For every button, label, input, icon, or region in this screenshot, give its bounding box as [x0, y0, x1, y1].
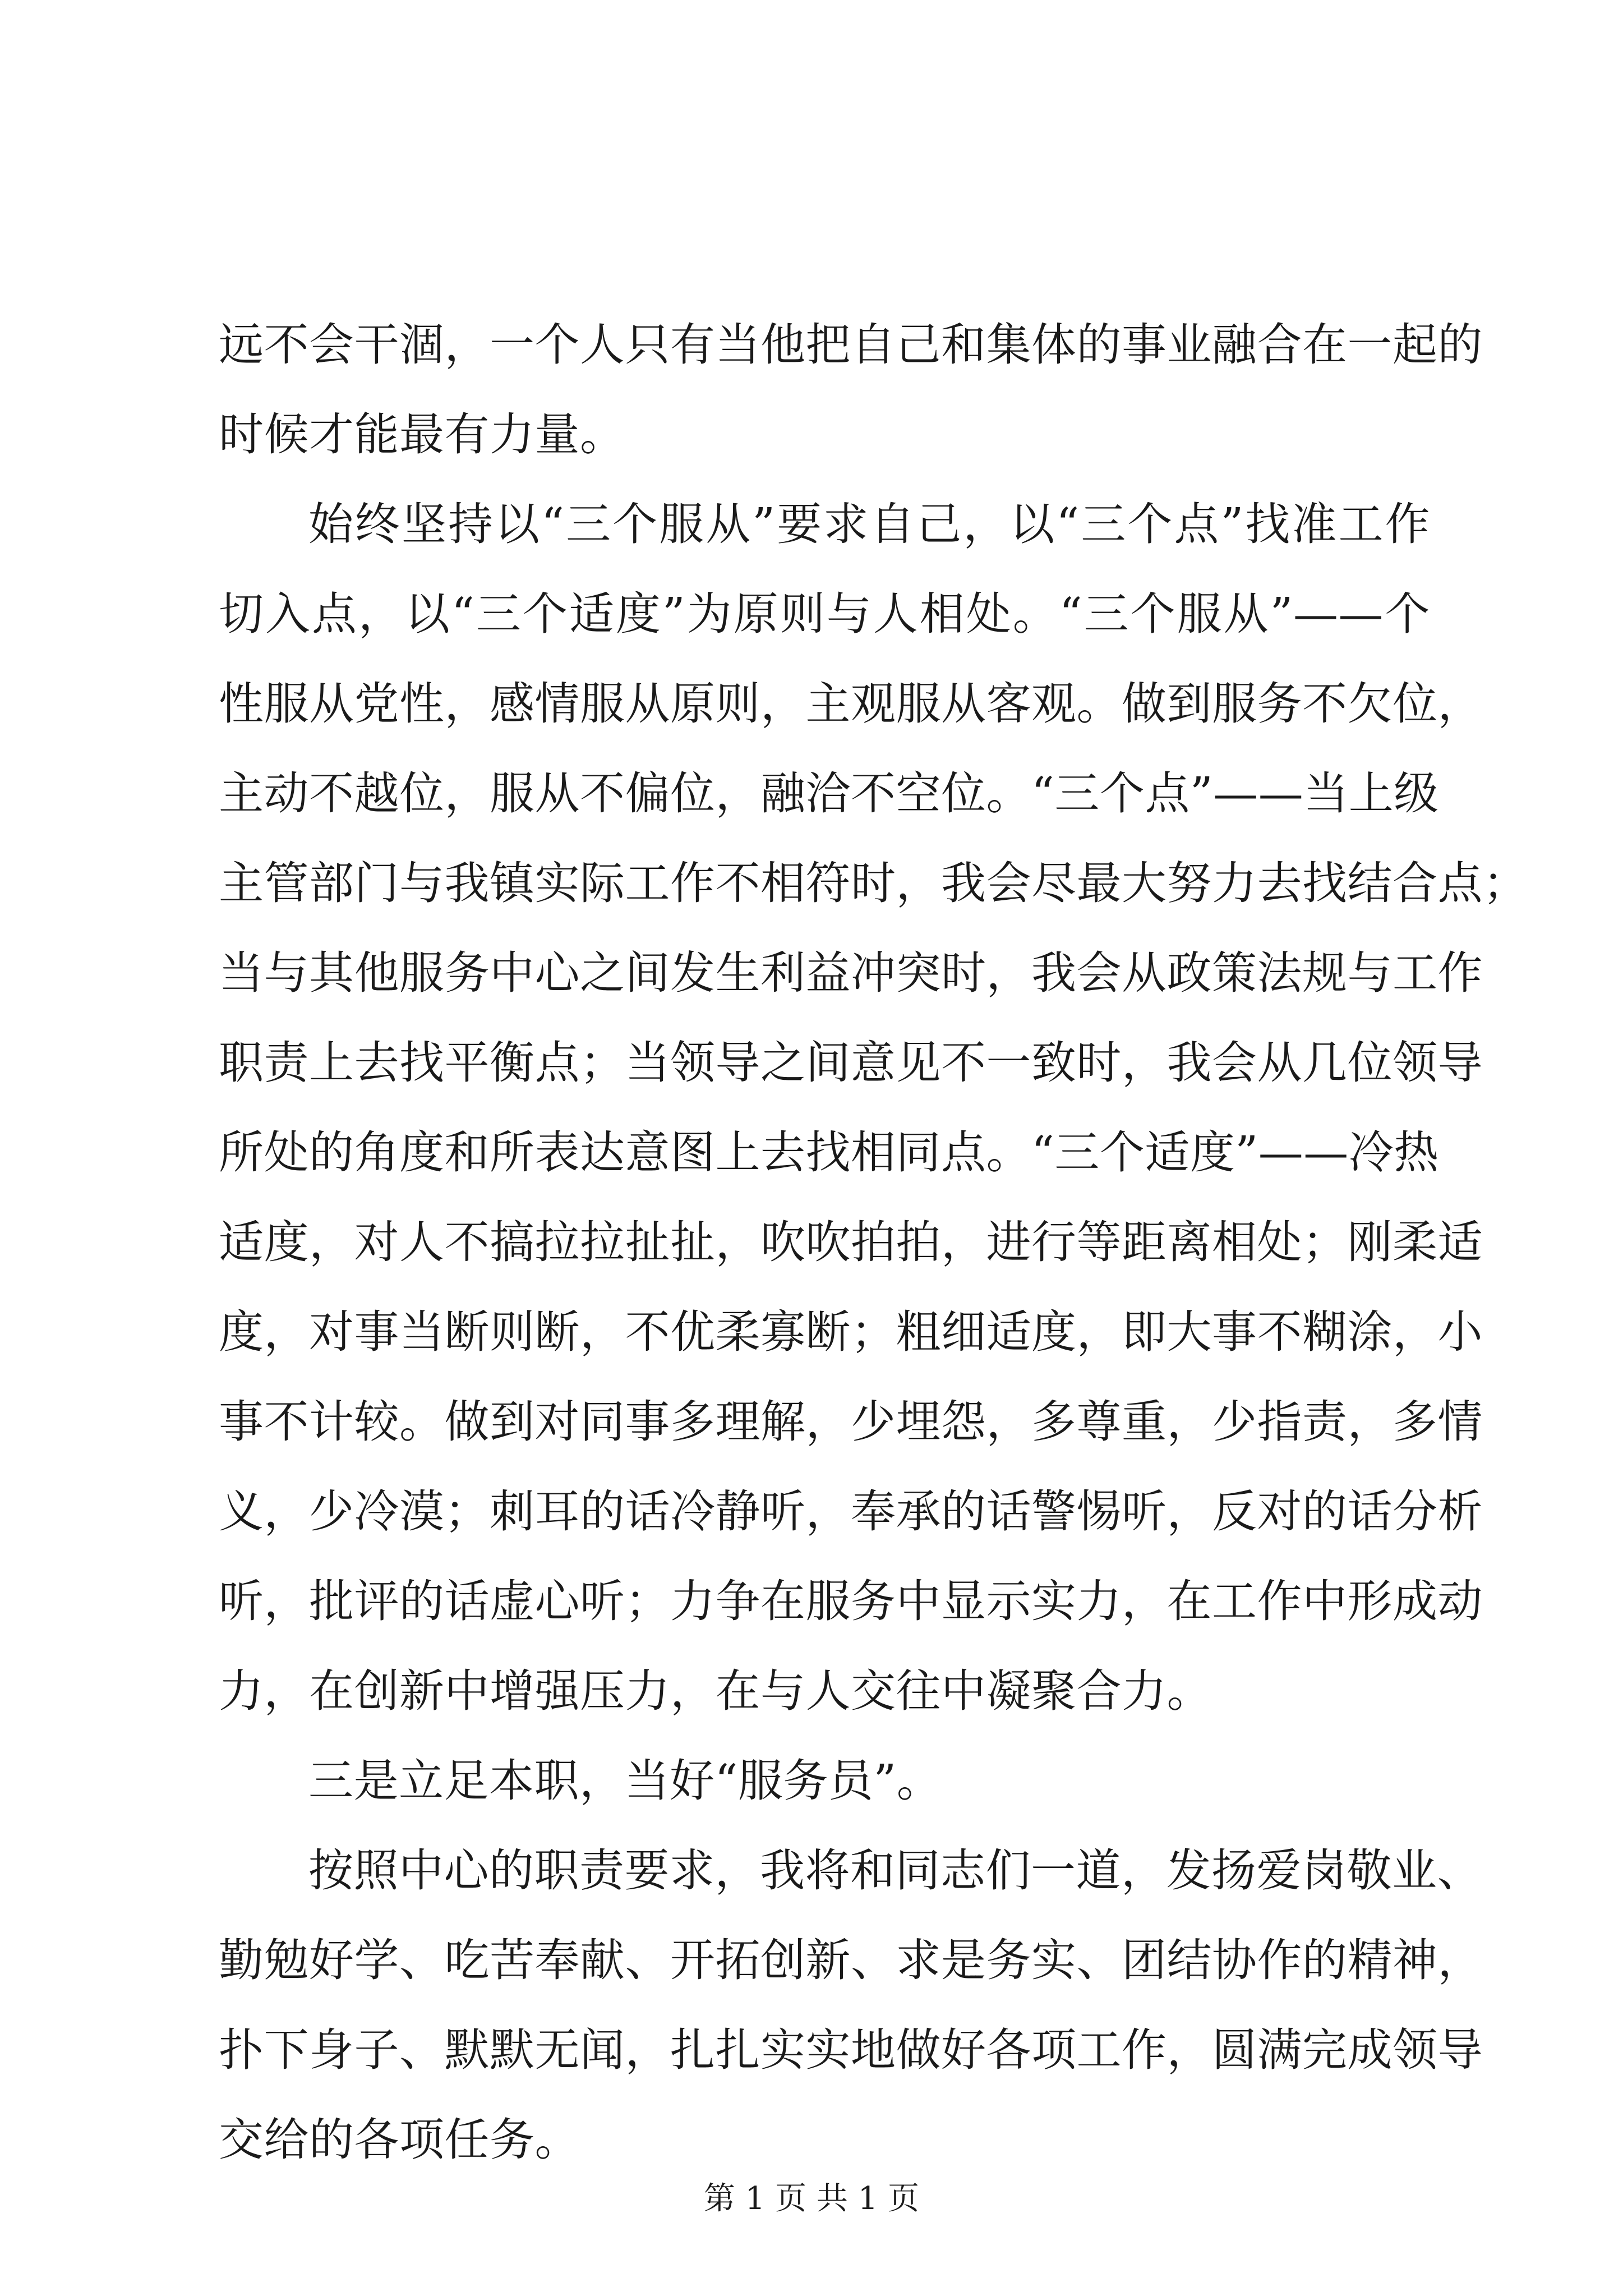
body-line: 听，批评的话虚心听；力争在服务中显示实力，在工作中形成动: [219, 1575, 1483, 1627]
body-line: 度，对事当断则断，不优柔寡断；粗细适度，即大事不糊涂，小: [219, 1306, 1483, 1358]
body-line: 职责上去找平衡点；当领导之间意见不一致时，我会从几位领导: [219, 1037, 1483, 1089]
body-line: 力，在创新中增强压力，在与人交往中凝聚合力。: [219, 1665, 1212, 1717]
body-line: 主管部门与我镇实际工作不相符时，我会尽最大努力去找结合点；: [219, 857, 1528, 909]
body-line: 远不会干涸，一个人只有当他把自己和集体的事业融合在一起的: [219, 319, 1483, 371]
body-line: 勤勉好学、吃苦奉献、开拓创新、求是务实、团结协作的精神，: [219, 1934, 1483, 1986]
body-line: 主动不越位，服从不偏位，融洽不空位。“三个点”——当上级: [219, 767, 1439, 820]
body-line: 事不计较。做到对同事多理解，少埋怨，多尊重，少指责，多情: [219, 1396, 1483, 1448]
section-heading: 三是立足本职，当好“服务员”。: [308, 1755, 942, 1807]
body-line: 性服从党性，感情服从原则，主观服从客观。做到服务不欠位，: [219, 678, 1483, 730]
body-line: 适度，对人不搞拉拉扯扯，吹吹拍拍，进行等距离相处；刚柔适: [219, 1216, 1483, 1268]
body-line: 所处的角度和所表达意图上去找相同点。“三个适度”——冷热: [219, 1126, 1439, 1179]
body-line: 当与其他服务中心之间发生利益冲突时，我会从政策法规与工作: [219, 947, 1483, 999]
body-line: 时候才能最有力量。: [219, 408, 625, 461]
paragraph-first-line: 始终坚持以“三个服从”要求自己，以“三个点”找准工作: [308, 498, 1430, 550]
body-line: 切入点，以“三个适度”为原则与人相处。“三个服从”——个: [219, 588, 1430, 640]
body-line: 扑下身子、默默无闻，扎扎实实地做好各项工作，圆满完成领导: [219, 2024, 1483, 2076]
page-footer: 第 1 页 共 1 页: [703, 2180, 920, 2217]
body-line: 义，少冷漠；刺耳的话冷静听，奉承的话警惕听，反对的话分析: [219, 1485, 1483, 1538]
body-line: 交给的各项任务。: [219, 2114, 580, 2166]
paragraph-first-line: 按照中心的职责要求，我将和同志们一道，发扬爱岗敬业、: [308, 1844, 1482, 1897]
